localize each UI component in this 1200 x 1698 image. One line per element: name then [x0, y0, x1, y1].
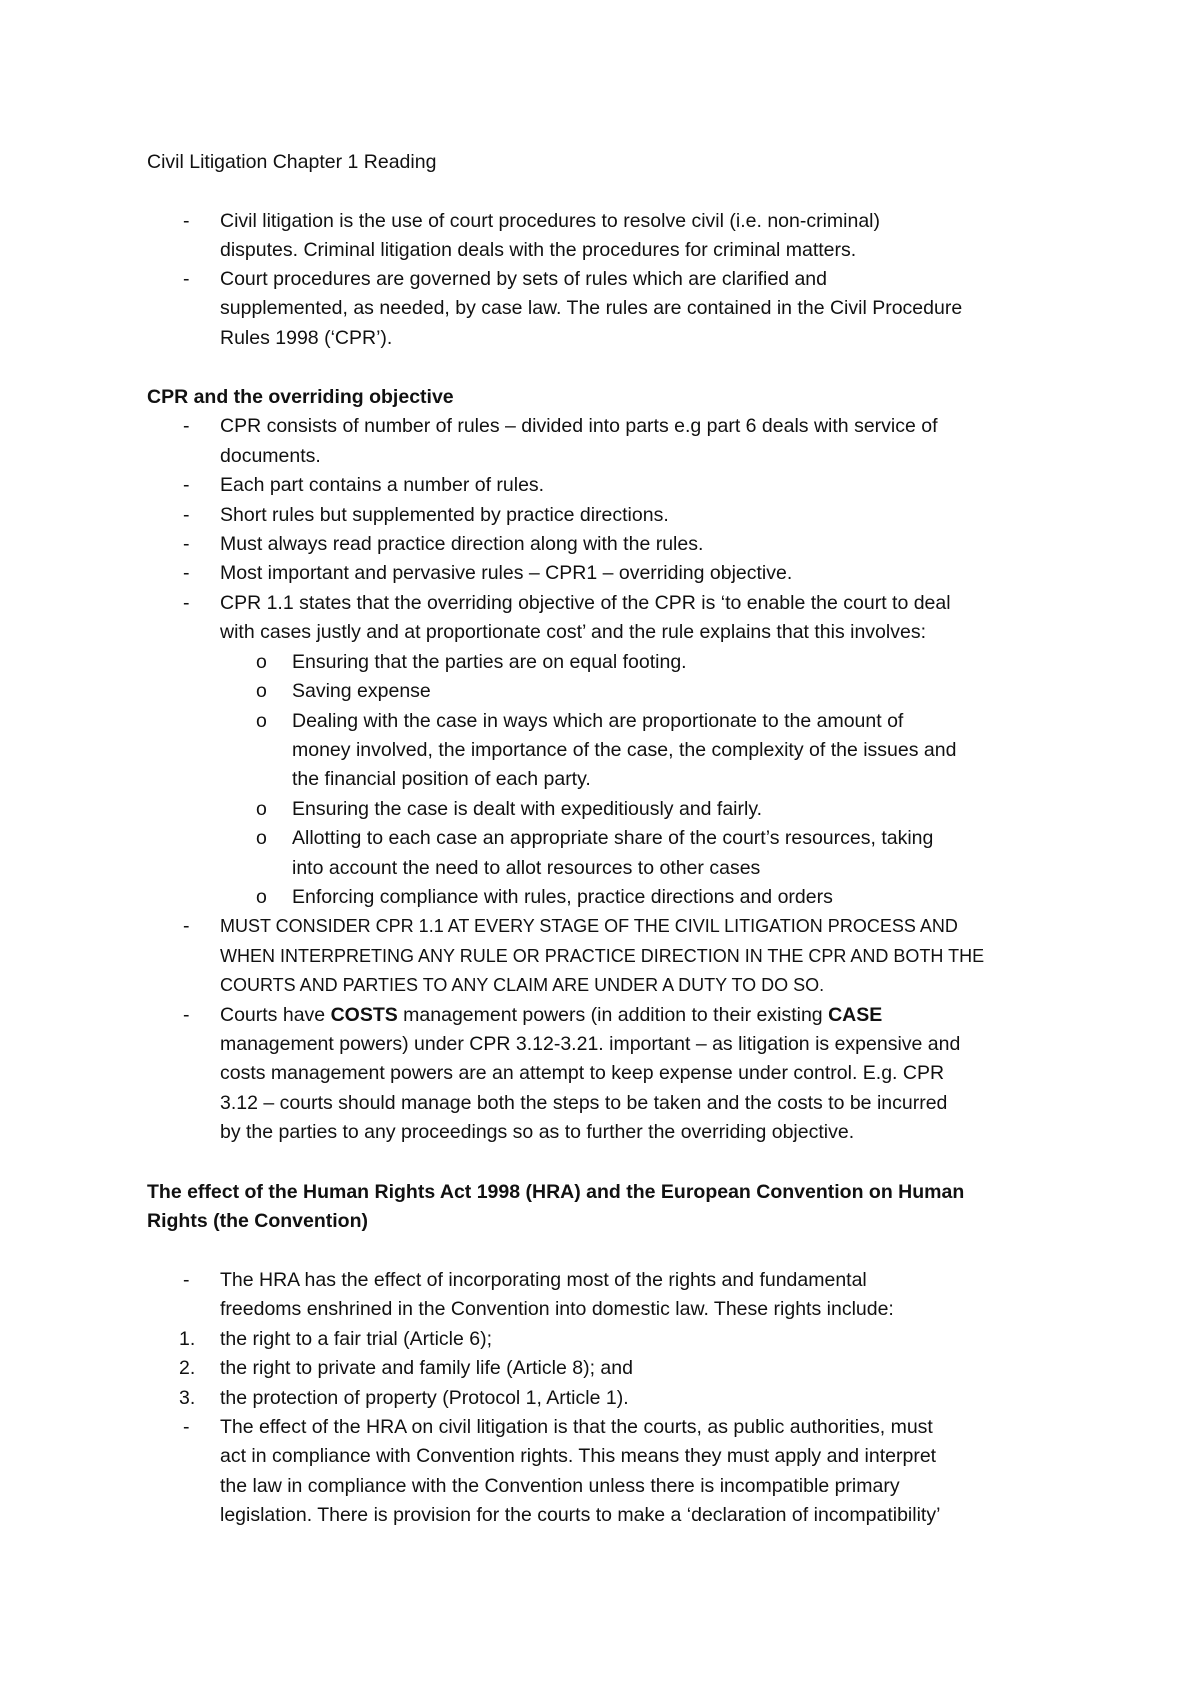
intro-bullet-1-line-1: Civil litigation is the use of court procedures to resolve civil (i.e. non-criminal) — [220, 210, 881, 232]
bullet-circle: o — [256, 710, 267, 732]
cpr-bullet-6-line-1: CPR 1.1 states that the overriding objective of the CPR is ‘to enable the court to deal — [220, 592, 951, 614]
cpr-bullet-8-line-2: management powers) under CPR 3.12-3.21. important – as litigation is expensive and — [220, 1033, 961, 1055]
bullet-dash: - — [183, 474, 190, 496]
text-run: Courts have — [220, 1004, 331, 1026]
document-title: Civil Litigation Chapter 1 Reading — [147, 151, 437, 173]
intro-bullet-2-line-2: supplemented, as needed, by case law. The rules are contained in the Civil Procedure — [220, 297, 963, 319]
bullet-circle: o — [256, 827, 267, 849]
objective-item-3-line-2: money involved, the importance of the case, the complexity of the issues and — [292, 739, 957, 761]
rights-item-1: the right to a fair trial (Article 6); — [220, 1328, 493, 1350]
objective-item-5-line-1: Allotting to each case an appropriate share of the court’s resources, taking — [292, 827, 934, 849]
bullet-dash: - — [183, 592, 190, 614]
cpr-bullet-7-line-1: MUST CONSIDER CPR 1.1 AT EVERY STAGE OF THE CIVIL LITIGATION PROCESS AND — [220, 916, 958, 936]
hra-bullet-2-line-1: The effect of the HRA on civil litigation is that the courts, as public authorities, must — [220, 1416, 933, 1438]
list-number: 3. — [179, 1387, 196, 1409]
cpr-bullet-5: Most important and pervasive rules – CPR1 – overriding objective. — [220, 562, 793, 584]
objective-item-6: Enforcing compliance with rules, practice directions and orders — [292, 886, 833, 908]
bullet-circle: o — [256, 798, 267, 820]
objective-item-5-line-2: into account the need to allot resources to other cases — [292, 857, 761, 879]
section-heading-hra-line-1: The effect of the Human Rights Act 1998 (HRA) and the European Convention on Human — [147, 1181, 965, 1203]
bullet-dash: - — [183, 210, 190, 232]
bullet-circle: o — [256, 886, 267, 908]
cpr-bullet-1-line-2: documents. — [220, 445, 321, 467]
bullet-dash: - — [183, 1004, 190, 1026]
cpr-bullet-3: Short rules but supplemented by practice directions. — [220, 504, 669, 526]
bullet-dash: - — [183, 268, 190, 290]
rights-item-3: the protection of property (Protocol 1, Article 1). — [220, 1387, 629, 1409]
list-number: 1. — [179, 1328, 196, 1350]
bullet-circle: o — [256, 651, 267, 673]
objective-item-4: Ensuring the case is dealt with expeditiously and fairly. — [292, 798, 763, 820]
objective-item-3-line-1: Dealing with the case in ways which are proportionate to the amount of — [292, 710, 904, 732]
bullet-dash: - — [183, 415, 190, 437]
hra-bullet-1-line-2: freedoms enshrined in the Convention into domestic law. These rights include: — [220, 1298, 894, 1320]
hra-bullet-1-line-1: The HRA has the effect of incorporating most of the rights and fundamental — [220, 1269, 867, 1291]
bullet-dash: - — [183, 504, 190, 526]
text-run: management powers (in addition to their existing — [397, 1004, 829, 1026]
intro-bullet-2-line-1: Court procedures are governed by sets of rules which are clarified and — [220, 268, 827, 290]
list-number: 2. — [179, 1357, 196, 1379]
bullet-dash: - — [183, 533, 190, 555]
bold-costs: COSTS — [330, 1004, 398, 1026]
bullet-dash: - — [183, 1269, 190, 1291]
intro-bullet-1-line-2: disputes. Criminal litigation deals with the procedures for criminal matters. — [220, 239, 857, 261]
cpr-bullet-8-line-3: costs management powers are an attempt to keep expense under control. E.g. CPR — [220, 1062, 945, 1084]
bullet-circle: o — [256, 680, 267, 702]
cpr-bullet-8-line-1 — [220, 1003, 882, 1027]
cpr-bullet-4: Must always read practice direction along with the rules. — [220, 533, 704, 555]
cpr-bullet-1-line-1: CPR consists of number of rules – divided into parts e.g part 6 deals with service of — [220, 415, 938, 437]
hra-bullet-2-line-4: legislation. There is provision for the courts to make a ‘declaration of incompatibility’ — [220, 1504, 941, 1526]
cpr-bullet-2: Each part contains a number of rules. — [220, 474, 545, 496]
cpr-bullet-7-line-3: COURTS AND PARTIES TO ANY CLAIM ARE UNDER A DUTY TO DO SO. — [220, 975, 825, 995]
cpr-bullet-6-line-2: with cases justly and at proportionate cost’ and the rule explains that this involves: — [220, 621, 926, 643]
bullet-dash: - — [183, 562, 190, 584]
objective-item-3-line-3: the financial position of each party. — [292, 768, 591, 790]
hra-bullet-2-line-2: act in compliance with Convention rights. This means they must apply and interpret — [220, 1445, 937, 1467]
section-heading-cpr: CPR and the overriding objective — [147, 386, 454, 408]
objective-item-1: Ensuring that the parties are on equal footing. — [292, 651, 687, 673]
cpr-bullet-8-line-4: 3.12 – courts should manage both the steps to be taken and the costs to be incurred — [220, 1092, 948, 1114]
intro-bullet-2-line-3: Rules 1998 (‘CPR’). — [220, 327, 393, 349]
section-heading-hra-line-2: Rights (the Convention) — [147, 1210, 368, 1232]
cpr-bullet-7-line-2: WHEN INTERPRETING ANY RULE OR PRACTICE DIRECTION IN THE CPR AND BOTH THE — [220, 946, 985, 966]
objective-item-2: Saving expense — [292, 680, 431, 702]
bold-case: CASE — [828, 1004, 883, 1026]
hra-bullet-2-line-3: the law in compliance with the Convention unless there is incompatible primary — [220, 1475, 900, 1497]
rights-item-2: the right to private and family life (Article 8); and — [220, 1357, 633, 1379]
bullet-dash: - — [183, 915, 190, 937]
cpr-bullet-8-line-5: by the parties to any proceedings so as to further the overriding objective. — [220, 1121, 855, 1143]
bullet-dash: - — [183, 1416, 190, 1438]
